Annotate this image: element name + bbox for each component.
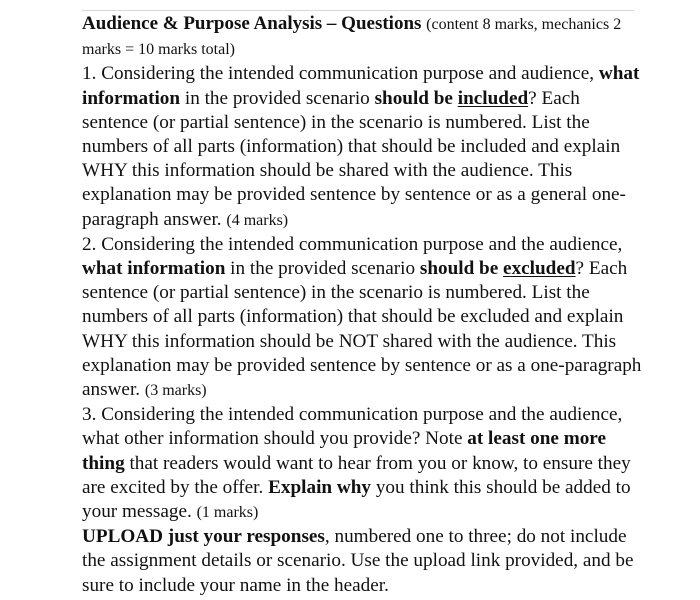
top-divider <box>82 10 634 11</box>
q2-marks: (3 marks) <box>144 382 207 400</box>
q3-mid: that readers would want to hear from you or know, to ensure they are excited by the offer. <box>82 452 631 498</box>
q1-intro: 1. Considering the intended communication purpose and audience, <box>82 63 595 85</box>
q3-explain-why: Explain why <box>268 476 372 498</box>
question-1 <box>82 62 642 232</box>
q1-marks: (4 marks) <box>226 211 289 229</box>
upload-bold: UPLOAD just your responses <box>82 526 325 548</box>
section-heading <box>82 12 642 62</box>
heading-title: Audience & Purpose Analysis – Questions <box>82 13 422 34</box>
q3-intro: 3. Considering the intended communication purpose and the audience, what other information should you provide? Note <box>82 404 623 450</box>
q3-marks: (1 marks) <box>196 504 259 522</box>
q1-question-mark: ? <box>528 87 537 109</box>
q2-what-information: what information <box>82 258 226 280</box>
q1-included: included <box>457 87 529 109</box>
upload-body: , numbered one to three; do not include the assignment details or scenario. Use the upload link provided, and be sure to include your name in the header. <box>82 526 634 596</box>
q3-at-least-one-more-thing: at least one more thing <box>82 428 606 474</box>
q2-should-be: should be <box>419 258 499 280</box>
q2-body: Each sentence (or partial sentence) in the scenario is numbered. List the numbers of all parts (information) that should be excluded and explain WHY this information should be NOT shared with the audience. This explanation may be provided sentence by sentence or as a one-paragraph answer. <box>82 258 642 401</box>
heading-marks: (content 8 marks, mechanics 2 marks = 10 marks total) <box>82 16 622 59</box>
q1-should-be: should be <box>374 87 453 109</box>
q2-intro: 2. Considering the intended communication purpose and the audience, <box>82 233 623 255</box>
q2-mid: in the provided scenario <box>230 258 416 280</box>
question-3 <box>82 403 642 525</box>
q1-body: Each sentence (or partial sentence) in the scenario is numbered. List the numbers of all parts (information) that should be included and explain WHY this information should be shared with the audience. This explanation may be provided sentence by sentence or as a general one-paragraph answer. <box>82 87 626 230</box>
assignment-questions <box>82 12 642 598</box>
q2-question-mark: ? <box>575 258 585 280</box>
question-2 <box>82 233 642 403</box>
upload-instructions <box>82 525 642 598</box>
q1-what-information: what information <box>82 63 640 109</box>
q1-mid: in the provided scenario <box>184 87 370 109</box>
q2-excluded: excluded <box>503 258 576 280</box>
q3-end: you think this should be added to your message. <box>82 476 631 523</box>
